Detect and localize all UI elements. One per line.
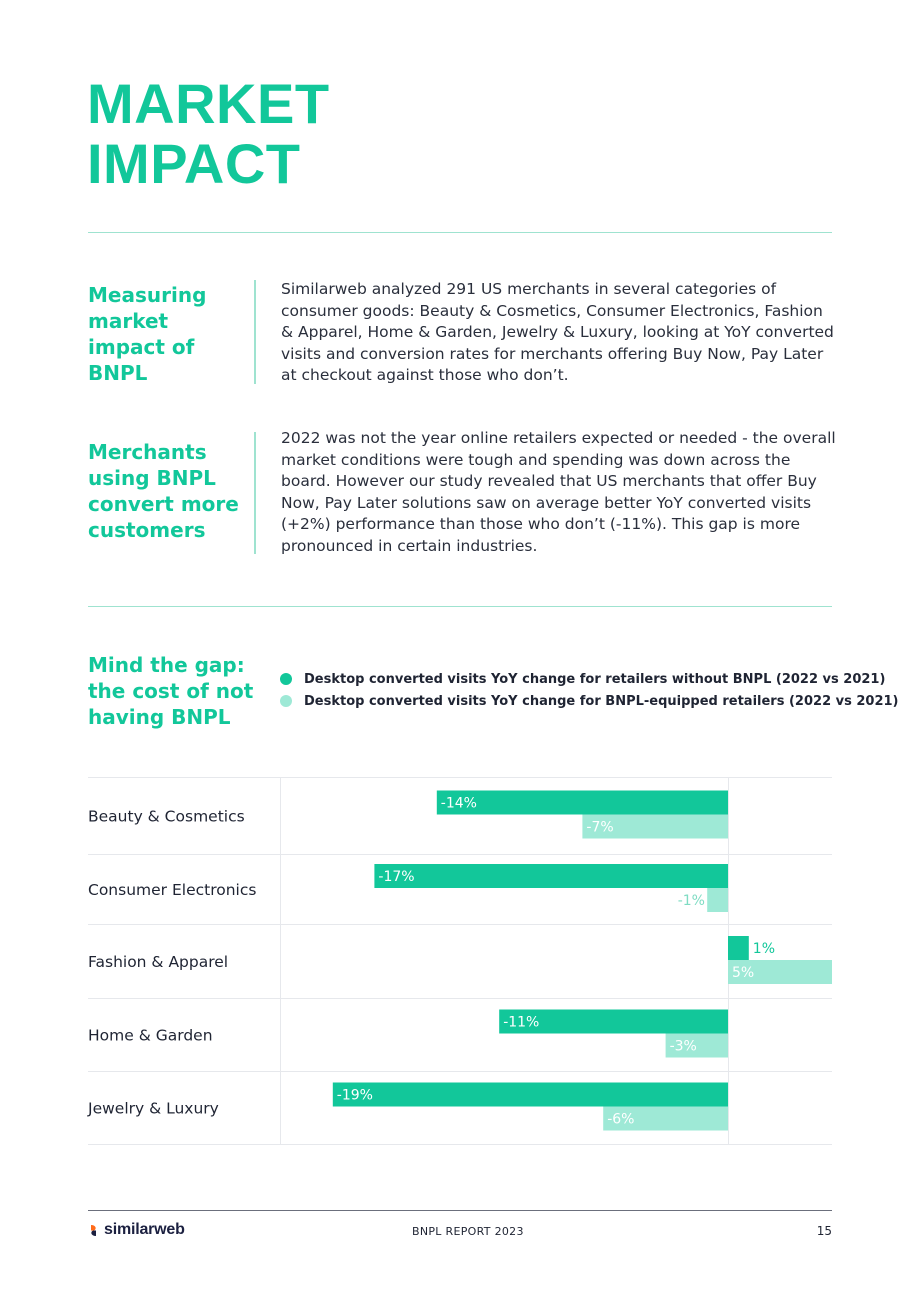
bar-value-label: -3% <box>669 1038 697 1055</box>
bar-value-label: -17% <box>378 869 415 885</box>
bar-without-bnpl <box>437 791 728 815</box>
category-label: Fashion & Apparel <box>88 953 229 971</box>
similarweb-logo-icon <box>88 1224 99 1237</box>
section2-body: 2022 was not the year online retailers expected or needed - the overall market conditions were tough and spending was down across the board. However our study revealed that US merchants that offer Buy Now, Pay Later solutions saw on average better YoY converted visits (+2%) performance than those who don’t (-11%). This gap is more pronounced in certain industries. <box>281 429 836 555</box>
footer-logo <box>88 1221 185 1239</box>
bar-without-bnpl <box>374 864 728 888</box>
footer-report-title: BNPL REPORT 2023 <box>412 1225 524 1238</box>
bar-without-bnpl <box>333 1083 728 1107</box>
bar-value-label: -7% <box>586 819 614 836</box>
chart-heading: Mind the gap: the cost of not having BNPL <box>88 653 254 729</box>
category-label: Home & Garden <box>88 1026 213 1045</box>
bar-value-label: -1% <box>677 893 705 909</box>
bar-value-label: 5% <box>732 965 755 981</box>
footer-logo-text: similarweb <box>104 1221 185 1238</box>
page-title-line-2: IMPACT <box>87 132 301 195</box>
bar-value-label: 1% <box>752 941 776 957</box>
legend-label-with-bnpl: Desktop converted visits YoY change for BNPL-equipped retailers (2022 vs 2021) <box>304 693 899 709</box>
category-label: Beauty & Cosmetics <box>88 807 245 826</box>
page-title-line-1: MARKET <box>87 72 330 135</box>
bar-value-label: -6% <box>607 1111 635 1128</box>
bar-with-bnpl <box>707 888 728 912</box>
bar-without-bnpl <box>728 936 749 960</box>
legend-label-without-bnpl: Desktop converted visits YoY change for retailers without BNPL (2022 vs 2021) <box>304 671 886 687</box>
footer-divider <box>88 1210 832 1211</box>
category-label: Jewelry & Luxury <box>88 1099 219 1118</box>
bar-value-label: -14% <box>440 795 477 812</box>
section1-heading: Measuring market impact of BNPL <box>88 283 207 385</box>
category-label: Consumer Electronics <box>88 881 257 899</box>
section1-body: Similarweb analyzed 291 US merchants in several categories of consumer goods: Beauty & Cosmetics, Consumer Electronics, Fashion & Apparel, Home & Garden, Jewelry & Luxury, looking at YoY converted visits and conversion rates for merchants offering Buy Now, Pay Later at checkout against those who don’t. <box>281 280 834 384</box>
bar-value-label: -19% <box>336 1087 373 1104</box>
footer-page-number: 15 <box>816 1224 832 1238</box>
section2-heading: Merchants using BNPL convert more customers <box>88 440 239 542</box>
bar-value-label: -11% <box>503 1014 540 1031</box>
